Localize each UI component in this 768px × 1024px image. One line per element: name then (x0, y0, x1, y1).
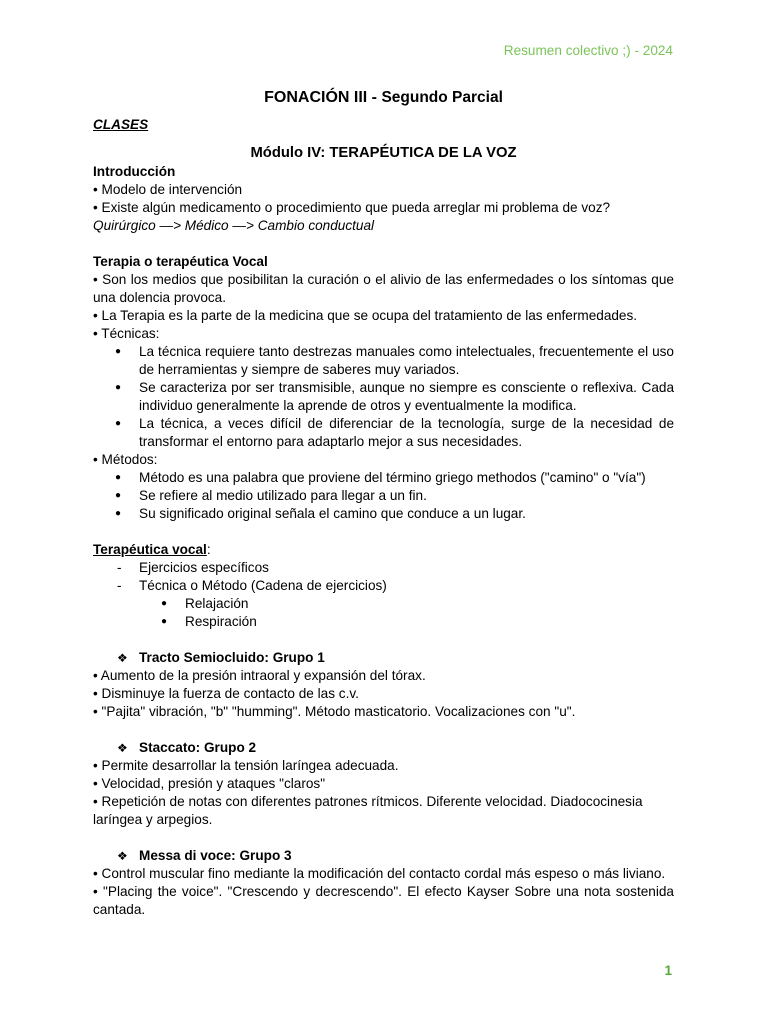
list-item: - Técnica o Método (Cadena de ejercicios) (93, 577, 674, 595)
metodos-label: • Métodos: (93, 452, 158, 467)
intro-flow: Quirúrgico —> Médico —> Cambio conductual (93, 218, 375, 233)
intro-line: • Existe algún medicamento o procedimiento que pueda arreglar mi problema de voz? (93, 200, 611, 215)
terapeutica-vocal-heading (93, 541, 674, 559)
group-title-text: Messa di voce: Grupo 3 (139, 848, 292, 863)
document-body (93, 88, 674, 919)
group-title (93, 649, 674, 667)
list-item: ● La técnica, a veces difícil de diferenciar de la tecnología, surge de la necesidad de transformar el entorno para adaptarlo mejor a sus necesidades. (93, 415, 674, 451)
group-title-text: Tracto Semiocluido: Grupo 1 (139, 650, 325, 665)
list-item: ● Relajación (93, 595, 674, 613)
list-item: ● Método es una palabra que proviene del término griego methodos ("camino" o "vía") (93, 469, 674, 487)
group-title (93, 847, 674, 865)
metodos-list (93, 469, 674, 523)
terapeutica-vocal-sublist (93, 595, 674, 631)
title-sub: Segundo Parcial (381, 89, 503, 106)
tecnicas-label: • Técnicas: (93, 326, 160, 341)
group-line: • Permite desarrollar la tensión laríngea adecuada. (93, 758, 399, 773)
title-separator: - (367, 89, 382, 106)
module-title: Módulo IV: TERAPÉUTICA DE LA VOZ (250, 145, 517, 161)
intro-heading: Introducción (93, 164, 176, 179)
terapeutica-vocal-list (93, 559, 674, 595)
terapia-line: • La Terapia es la parte de la medicina que se ocupa del tratamiento de las enfermedades. (93, 308, 638, 323)
terapia-line: • Son los medios que posibilitan la curación o el alivio de las enfermedades o los síntomas que una dolencia provoca. (93, 272, 674, 305)
group-line: • "Pajita" vibración, "b" "humming". Método masticatorio. Vocalizaciones con "u". (93, 704, 576, 719)
group-line: • Aumento de la presión intraoral y expansión del tórax. (93, 668, 426, 683)
list-item: ● Se caracteriza por ser transmisible, aunque no siempre es consciente o reflexiva. Cada individuo generalmente la aprende de otros y eventualmente la modifica. (93, 379, 674, 415)
title-main: FONACIÓN III (264, 89, 368, 106)
terapeutica-vocal-title: Terapéutica vocal (93, 542, 207, 557)
group-line: • Velocidad, presión y ataques "claros" (93, 776, 326, 791)
section-label: CLASES (93, 117, 149, 132)
list-item: ● La técnica requiere tanto destrezas manuales como intelectuales, frecuentemente el uso de herramientas y siempre de saberes muy variados. (93, 343, 674, 379)
terapeutica-vocal-colon: : (206, 542, 211, 557)
list-item: ● Su significado original señala el camino que conduce a un lugar. (93, 505, 674, 523)
group-line: • "Placing the voice". "Crescendo y decrescendo". El efecto Kayser Sobre una nota sostenida cantada. (93, 884, 674, 917)
diamond-bullet-icon: ❖ (117, 849, 128, 863)
group-line: • Repetición de notas con diferentes patrones rítmicos. Diferente velocidad. Diadococinesia laríngea y arpegios. (93, 794, 643, 827)
list-item: - Ejercicios específicos (93, 559, 674, 577)
page-header: Resumen colectivo ;) - 2024 (503, 43, 673, 58)
document-title (93, 88, 674, 108)
tecnicas-list (93, 343, 674, 451)
group-title-text: Staccato: Grupo 2 (139, 740, 257, 755)
group-line: • Disminuye la fuerza de contacto de las c.v. (93, 686, 359, 701)
group-title (93, 739, 674, 757)
diamond-bullet-icon: ❖ (117, 651, 128, 665)
diamond-bullet-icon: ❖ (117, 741, 128, 755)
list-item: ● Respiración (93, 613, 674, 631)
list-item: ● Se refiere al medio utilizado para llegar a un fin. (93, 487, 674, 505)
page-number: 1 (664, 963, 672, 978)
intro-line: • Modelo de intervención (93, 182, 243, 197)
group-line: • Control muscular fino mediante la modificación del contacto cordal más espeso o más liviano. (93, 866, 666, 881)
terapia-heading: Terapia o terapéutica Vocal (93, 254, 268, 269)
